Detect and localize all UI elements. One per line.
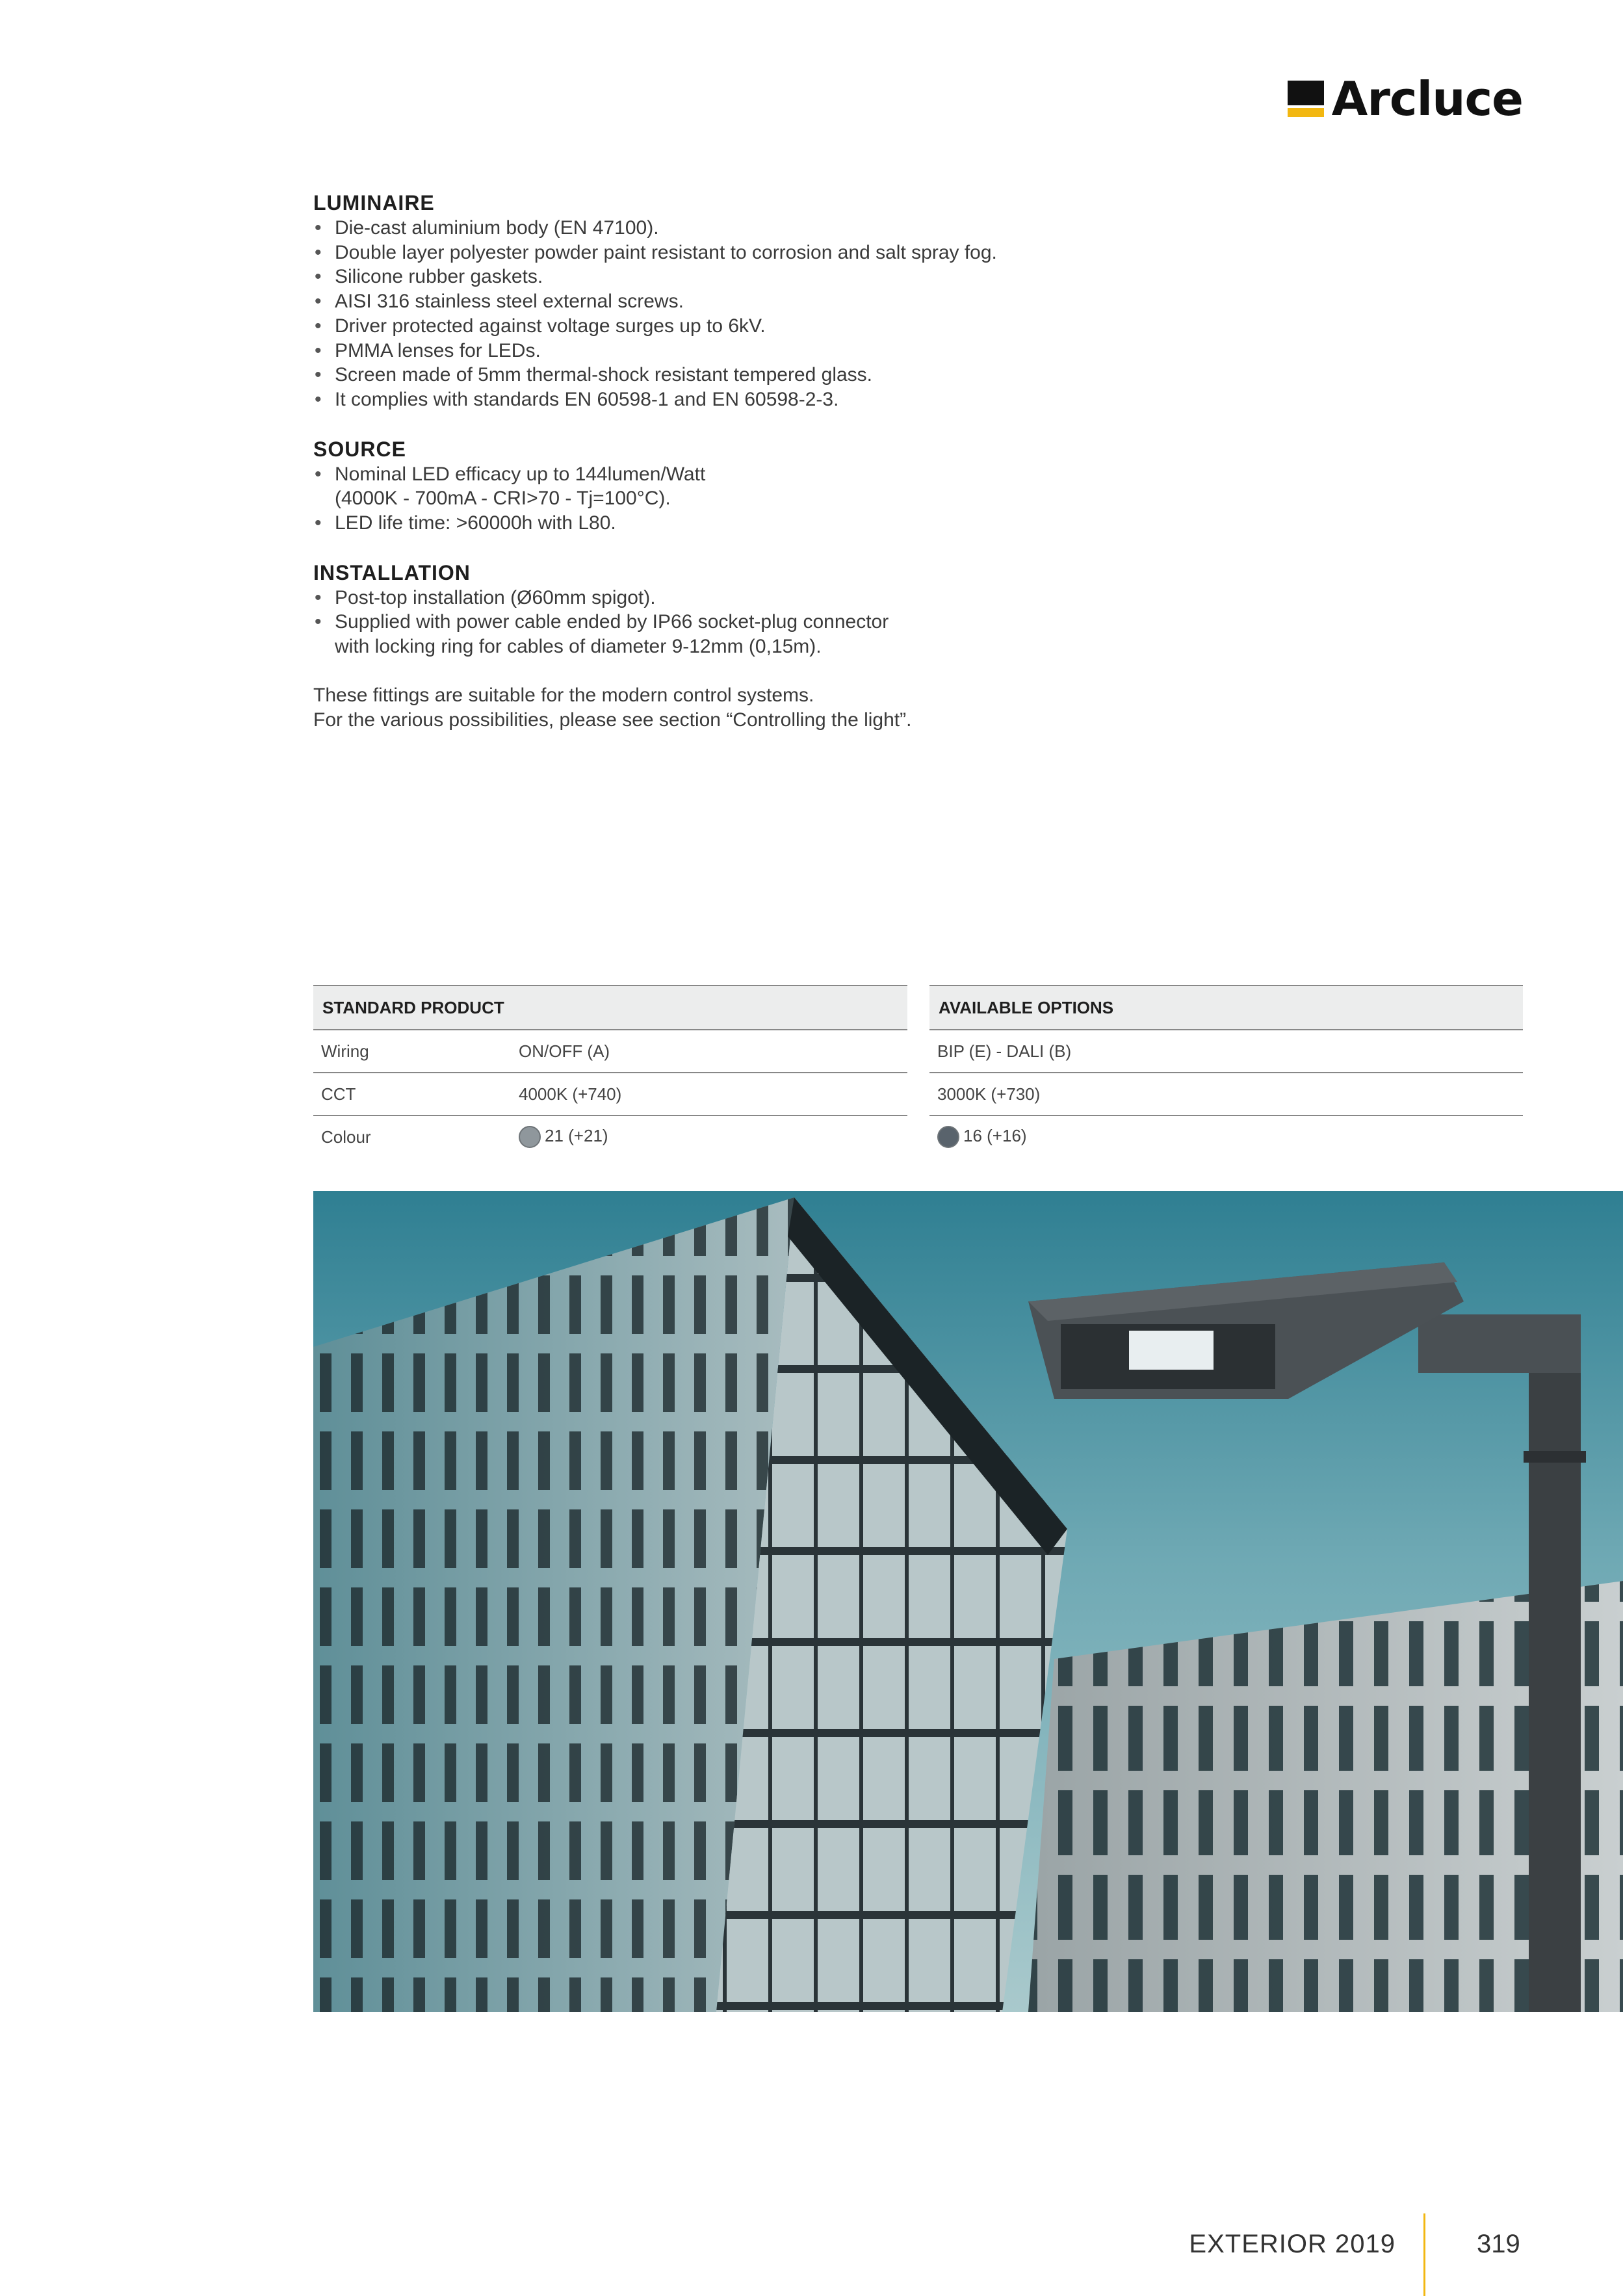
section-installation xyxy=(313,560,1158,659)
list-item: • PMMA lenses for LEDs. xyxy=(313,339,1158,363)
list-item-line: Supplied with power cable ended by IP66 socket-plug connector xyxy=(335,611,889,633)
row-label: Colour xyxy=(321,1127,371,1147)
list-item xyxy=(313,462,1158,511)
list-item-line: Nominal LED efficacy up to 144lumen/Watt xyxy=(335,463,706,485)
section-source xyxy=(313,436,1158,536)
list-item-line: with locking ring for cables of diameter 9-12mm (0,15m). xyxy=(335,636,822,658)
list-item: • Die-cast aluminium body (EN 47100). xyxy=(313,216,1158,241)
row-value: 3000K (+730) xyxy=(929,1073,1523,1115)
spec-text xyxy=(313,190,1158,732)
bullet-list xyxy=(313,216,1158,412)
row-value: ON/OFF (A) xyxy=(511,1030,907,1073)
footer-divider xyxy=(1423,2213,1425,2296)
list-item: • LED life time: >60000h with L80. xyxy=(313,511,1158,536)
list-item: • Double layer polyester powder paint resistant to corrosion and salt spray fog. xyxy=(313,241,1158,265)
available-options-table xyxy=(929,985,1523,1158)
catalog-title: EXTERIOR 2019 xyxy=(1189,2230,1396,2258)
list-item: • Silicone rubber gaskets. xyxy=(313,265,1158,289)
table-row xyxy=(313,1073,907,1115)
row-label: Wiring xyxy=(313,1030,511,1073)
list-item: • AISI 316 stainless steel external screws. xyxy=(313,289,1158,314)
list-item: • Post-top installation (Ø60mm spigot). xyxy=(313,586,1158,610)
section-title: INSTALLATION xyxy=(313,560,471,584)
section-title: LUMINAIRE xyxy=(313,191,435,215)
row-value: 4000K (+740) xyxy=(511,1073,907,1115)
page-number: 319 xyxy=(1477,2230,1520,2258)
table-row xyxy=(313,1030,907,1073)
section-luminaire xyxy=(313,190,1158,412)
colour-swatch-icon xyxy=(519,1126,541,1148)
list-item: • It complies with standards EN 60598-1 and EN 60598-2-3. xyxy=(313,387,1158,412)
table-row xyxy=(929,1030,1523,1073)
bullet-list xyxy=(313,462,1158,536)
row-value xyxy=(511,1115,907,1158)
list-item xyxy=(313,610,1158,659)
note-line: For the various possibilities, please see section “Controlling the light”. xyxy=(313,709,912,731)
list-item-line: (4000K - 700mA - CRI>70 - Tj=100°C). xyxy=(335,488,671,510)
colour-code: 21 (+21) xyxy=(545,1125,608,1145)
product-photo xyxy=(313,1191,1623,2012)
table-row xyxy=(929,1073,1523,1115)
table-row xyxy=(929,1115,1523,1158)
note-line: These fittings are suitable for the modern control systems. xyxy=(313,684,814,706)
street-light-photo xyxy=(313,1191,1623,2012)
list-item: • Screen made of 5mm thermal-shock resistant tempered glass. xyxy=(313,363,1158,387)
row-value: BIP (E) - DALI (B) xyxy=(929,1030,1523,1073)
section-title: SOURCE xyxy=(313,437,406,461)
bullet-list xyxy=(313,586,1158,659)
row-value xyxy=(929,1115,1523,1158)
table-header: STANDARD PRODUCT xyxy=(313,985,907,1030)
standard-product-table xyxy=(313,985,907,1158)
row-label: CCT xyxy=(313,1073,511,1115)
table-header: AVAILABLE OPTIONS xyxy=(929,985,1523,1030)
list-item: • Driver protected against voltage surges up to 6kV. xyxy=(313,314,1158,339)
logo-mark-icon xyxy=(1288,81,1324,117)
brand-name: Arcluce xyxy=(1331,72,1523,126)
brand-logo xyxy=(1288,73,1523,125)
colour-swatch-icon xyxy=(937,1126,959,1148)
control-note xyxy=(313,683,1158,732)
colour-code: 16 (+16) xyxy=(963,1125,1027,1145)
table-row xyxy=(313,1115,907,1158)
